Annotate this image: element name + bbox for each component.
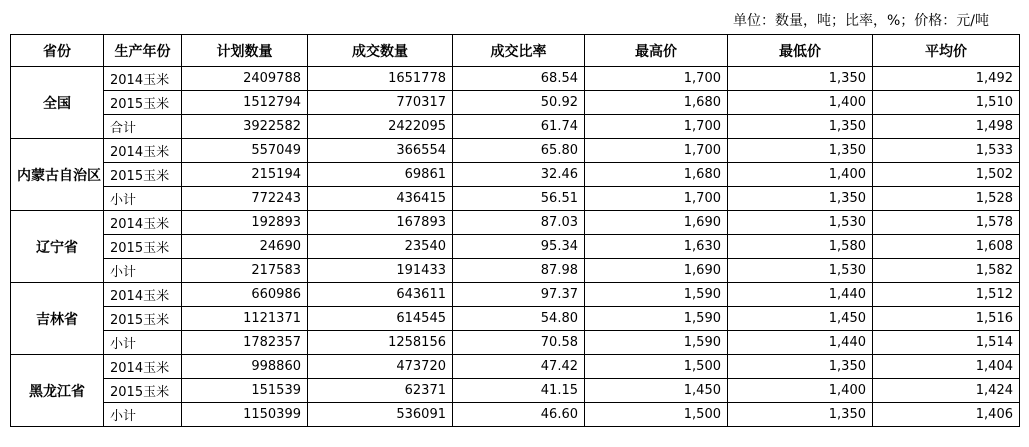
avg-price-cell: 1,512 [873,283,1020,307]
table-row [11,91,1020,115]
min-price-cell: 1,350 [728,403,873,427]
table-row [11,67,1020,91]
deal-quantity-cell: 770317 [308,91,453,115]
avg-price-cell: 1,516 [873,307,1020,331]
avg-price-cell: 1,502 [873,163,1020,187]
deal-quantity-cell: 191433 [308,259,453,283]
min-price-cell: 1,350 [728,187,873,211]
deal-quantity-cell: 167893 [308,211,453,235]
plan-quantity-cell: 192893 [182,211,308,235]
year-cell: 小计 [104,259,182,283]
avg-price-cell: 1,514 [873,331,1020,355]
avg-price-cell: 1,582 [873,259,1020,283]
year-cell: 合计 [104,115,182,139]
year-cell: 2015玉米 [104,163,182,187]
max-price-cell: 1,690 [585,259,728,283]
min-price-cell: 1,350 [728,139,873,163]
deal-quantity-cell: 1651778 [308,67,453,91]
min-price-cell: 1,400 [728,163,873,187]
plan-quantity-cell: 1512794 [182,91,308,115]
avg-price-cell: 1,424 [873,379,1020,403]
province-cell: 吉林省 [11,283,104,355]
avg-price-cell: 1,498 [873,115,1020,139]
province-cell: 黑龙江省 [11,355,104,427]
header-plan-quantity: 计划数量 [182,35,308,67]
province-cell: 全国 [11,67,104,139]
table-row [11,283,1020,307]
plan-quantity-cell: 772243 [182,187,308,211]
header-year: 生产年份 [104,35,182,67]
min-price-cell: 1,350 [728,67,873,91]
min-price-cell: 1,350 [728,115,873,139]
max-price-cell: 1,700 [585,187,728,211]
min-price-cell: 1,440 [728,331,873,355]
table-row [11,163,1020,187]
min-price-cell: 1,580 [728,235,873,259]
deal-quantity-cell: 643611 [308,283,453,307]
deal-ratio-cell: 54.80 [453,307,585,331]
year-cell: 小计 [104,331,182,355]
deal-ratio-cell: 41.15 [453,379,585,403]
header-min-price: 最低价 [728,35,873,67]
plan-quantity-cell: 3922582 [182,115,308,139]
max-price-cell: 1,590 [585,331,728,355]
year-cell: 小计 [104,403,182,427]
min-price-cell: 1,440 [728,283,873,307]
plan-quantity-cell: 660986 [182,283,308,307]
year-cell: 2015玉米 [104,91,182,115]
deal-quantity-cell: 473720 [308,355,453,379]
deal-ratio-cell: 46.60 [453,403,585,427]
year-cell: 2014玉米 [104,211,182,235]
deal-quantity-cell: 436415 [308,187,453,211]
table-row [11,139,1020,163]
deal-quantity-cell: 366554 [308,139,453,163]
deal-ratio-cell: 70.58 [453,331,585,355]
header-deal-ratio: 成交比率 [453,35,585,67]
max-price-cell: 1,700 [585,115,728,139]
plan-quantity-cell: 217583 [182,259,308,283]
max-price-cell: 1,680 [585,91,728,115]
deal-ratio-cell: 61.74 [453,115,585,139]
table-row [11,403,1020,427]
plan-quantity-cell: 557049 [182,139,308,163]
year-cell: 小计 [104,187,182,211]
header-deal-quantity: 成交数量 [308,35,453,67]
deal-ratio-cell: 32.46 [453,163,585,187]
deal-quantity-cell: 1258156 [308,331,453,355]
avg-price-cell: 1,608 [873,235,1020,259]
deal-quantity-cell: 2422095 [308,115,453,139]
table-row [11,307,1020,331]
min-price-cell: 1,530 [728,259,873,283]
deal-ratio-cell: 56.51 [453,187,585,211]
max-price-cell: 1,500 [585,355,728,379]
min-price-cell: 1,400 [728,379,873,403]
max-price-cell: 1,680 [585,163,728,187]
province-cell: 辽宁省 [11,211,104,283]
plan-quantity-cell: 998860 [182,355,308,379]
plan-quantity-cell: 1782357 [182,331,308,355]
year-cell: 2014玉米 [104,283,182,307]
deal-ratio-cell: 87.98 [453,259,585,283]
table-row [11,211,1020,235]
avg-price-cell: 1,492 [873,67,1020,91]
year-cell: 2014玉米 [104,67,182,91]
avg-price-cell: 1,528 [873,187,1020,211]
deal-quantity-cell: 614545 [308,307,453,331]
min-price-cell: 1,350 [728,355,873,379]
year-cell: 2015玉米 [104,307,182,331]
min-price-cell: 1,530 [728,211,873,235]
max-price-cell: 1,630 [585,235,728,259]
plan-quantity-cell: 24690 [182,235,308,259]
header-max-price: 最高价 [585,35,728,67]
table-row [11,115,1020,139]
plan-quantity-cell: 1121371 [182,307,308,331]
avg-price-cell: 1,533 [873,139,1020,163]
max-price-cell: 1,700 [585,67,728,91]
table-row [11,235,1020,259]
min-price-cell: 1,450 [728,307,873,331]
deal-ratio-cell: 68.54 [453,67,585,91]
deal-ratio-cell: 95.34 [453,235,585,259]
deal-ratio-cell: 97.37 [453,283,585,307]
header-avg-price: 平均价 [873,35,1020,67]
plan-quantity-cell: 151539 [182,379,308,403]
deal-ratio-cell: 50.92 [453,91,585,115]
table-row [11,355,1020,379]
max-price-cell: 1,700 [585,139,728,163]
deal-ratio-cell: 47.42 [453,355,585,379]
min-price-cell: 1,400 [728,91,873,115]
deal-quantity-cell: 23540 [308,235,453,259]
deal-quantity-cell: 62371 [308,379,453,403]
max-price-cell: 1,590 [585,283,728,307]
avg-price-cell: 1,510 [873,91,1020,115]
header-row [11,35,1020,67]
unit-note: 单位：数量，吨；比率，%；价格：元/吨 [732,13,989,29]
year-cell: 2015玉米 [104,235,182,259]
plan-quantity-cell: 2409788 [182,67,308,91]
year-cell: 2015玉米 [104,379,182,403]
table-row [11,379,1020,403]
avg-price-cell: 1,406 [873,403,1020,427]
deal-ratio-cell: 65.80 [453,139,585,163]
province-cell: 内蒙古自治区 [11,139,104,211]
plan-quantity-cell: 215194 [182,163,308,187]
table-row [11,259,1020,283]
year-cell: 2014玉米 [104,355,182,379]
avg-price-cell: 1,404 [873,355,1020,379]
max-price-cell: 1,590 [585,307,728,331]
deal-quantity-cell: 69861 [308,163,453,187]
avg-price-cell: 1,578 [873,211,1020,235]
table-row [11,331,1020,355]
auction-results-table [10,34,1020,427]
year-cell: 2014玉米 [104,139,182,163]
header-province: 省份 [11,35,104,67]
max-price-cell: 1,500 [585,403,728,427]
deal-quantity-cell: 536091 [308,403,453,427]
table-row [11,187,1020,211]
plan-quantity-cell: 1150399 [182,403,308,427]
deal-ratio-cell: 87.03 [453,211,585,235]
max-price-cell: 1,450 [585,379,728,403]
max-price-cell: 1,690 [585,211,728,235]
